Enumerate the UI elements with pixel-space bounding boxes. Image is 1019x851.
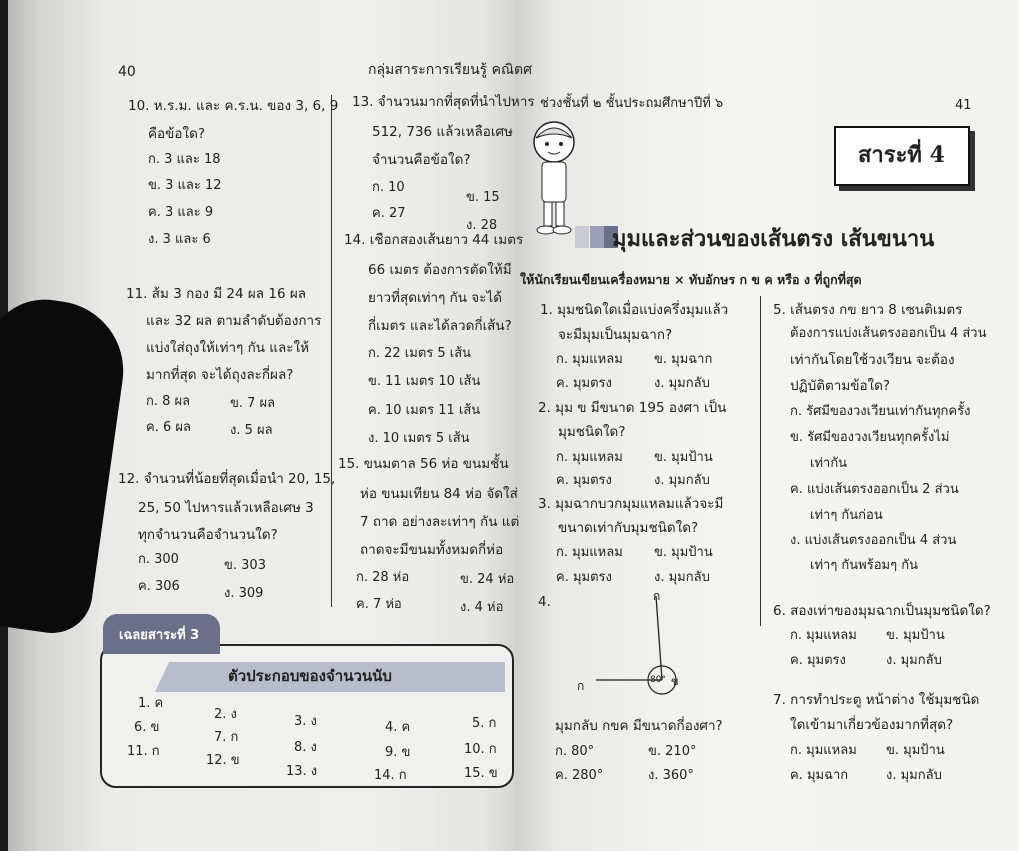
question-stem: 6. สองเท่าของมุมฉากเป็นมุมชนิดใด? [773,603,991,619]
answer-item: 5. ก [472,716,497,731]
answer-item: 8. ง [294,740,317,755]
choice-d: ง. 4 ห่อ [460,600,504,615]
choice-a: ก. 300 [138,552,179,567]
answer-item: 12. ข [206,753,240,768]
choice-c: ค. 10 เมตร 11 เส้น [368,403,481,418]
choice-c: ค. มุมตรง [556,570,612,585]
choice-b: ข. 11 เมตร 10 เส้น [368,374,481,389]
question-stem: 7. การทำประตู หน้าต่าง ใช้มุมชนิด [773,692,980,708]
choice-c: ค. 3 และ 9 [148,205,214,220]
diagram-label-left: ก [577,679,585,693]
choice-a: ก. 10 [372,180,405,195]
diagram-label-top: ก [653,589,661,603]
choice-a: ก. มุมแหลม [790,628,857,643]
section-label-box [834,126,970,186]
choice-c: ค. มุมตรง [790,653,846,668]
question-stem: 12. จำนวนที่น้อยที่สุดเมื่อนำ 20, 15, [118,471,336,487]
question-stem: 10. ห.ร.ม. และ ค.ร.น. ของ 3, 6, 9 [128,98,339,114]
choice-b-cont: เท่ากัน [810,456,848,471]
cartoon-character-illustration [530,118,578,242]
question-stem: 1. มุมชนิดใดเมื่อแบ่งครึ่งมุมแล้ว [540,302,729,318]
decor-square [575,226,589,248]
choice-a: ก. มุมแหลม [556,545,623,560]
question-stem: 13. จำนวนมากที่สุดที่นำไปหาร [352,94,535,110]
answer-item: 10. ก [464,742,497,757]
column-divider-right [760,296,761,626]
question-stem: ต้องการแบ่งเส้นตรงออกเป็น 4 ส่วน [790,326,987,341]
question-stem: ห่อ ขนมเทียน 84 ห่อ จัดใส่ [360,486,518,502]
question-stem: ขนาดเท่ากับมุมชนิดใด? [558,520,699,536]
diagram-label-vertex: ข [671,675,679,688]
question-stem: 3. มุมฉากบวกมุมแหลมแล้วจะมี [538,496,724,512]
answer-key-heading: ตัวประกอบของจำนวนนับ [228,667,392,685]
choice-b: ข. 24 ห่อ [460,572,515,587]
choice-a: ก. 28 ห่อ [356,570,410,585]
answer-item: 6. ข [134,720,160,735]
question-stem: ใดเข้ามาเกี่ยวข้องมากที่สุด? [790,717,954,733]
choice-a: ก. มุมแหลม [790,743,857,758]
answer-key-tab-label: เฉลยสาระที่ 3 [119,628,200,643]
running-header-left: กลุ่มสาระการเรียนรู้ คณิตศ [368,62,532,78]
answer-item: 13. ง [286,764,318,779]
column-divider-left [331,95,332,607]
choice-b: ข. รัศมีของวงเวียนทุกครั้งไม่ [790,430,950,445]
choice-d: ง. 5 ผล [230,423,273,438]
choice-b: ข. 15 [466,190,500,205]
answer-item: 15. ข [464,766,498,781]
question-stem: ยาวที่สุดเท่าๆ กัน จะได้ [368,290,503,306]
choice-d: ง. 28 [466,218,498,233]
answer-item: 9. ข [385,745,411,760]
choice-d: ง. มุมกลับ [886,653,942,668]
question-stem: 7 ถาด อย่างละเท่าๆ กัน แต่ [360,514,520,530]
choice-c: ค. มุมตรง [556,376,612,391]
question-stem: คือข้อใด? [148,126,205,142]
diagram-angle-label: 80° [650,675,666,685]
choice-b: ข. 3 และ 12 [148,178,222,193]
question-stem: จำนวนคือข้อใด? [372,152,471,168]
question-number: 4. [538,594,551,610]
choice-b: ข. 303 [224,558,266,573]
choice-a: ก. มุมแหลม [556,352,623,367]
answer-item: 14. ก [374,768,407,783]
question-stem: มากที่สุด จะได้ถุงละกี่ผล? [146,367,294,383]
page-number-right: 41 [955,98,972,113]
choice-b: ข. 7 ผล [230,396,276,411]
question-stem: มุมกลับ กขค มีขนาดกี่องศา? [555,718,723,734]
section-label: สาระที่ 4 [858,142,945,168]
answer-item: 7. ก [214,730,239,745]
choice-d: ง. แบ่งเส้นตรงออกเป็น 4 ส่วน [790,533,957,548]
question-stem: และ 32 ผล ตามลำดับต้องการ [146,313,322,329]
choice-c: ค. มุมฉาก [790,768,849,783]
choice-d: ง. มุมกลับ [654,570,710,585]
choice-d: ง. มุมกลับ [654,376,710,391]
question-stem: กี่เมตร และได้ลวดกี่เส้น? [368,318,512,334]
choice-d: ง. มุมกลับ [654,473,710,488]
running-header-right: ช่วงชั้นที่ ๒ ชั้นประถมศึกษาปีที่ ๖ [540,96,724,111]
choice-b: ข. มุมป้าน [886,743,945,758]
chapter-title: มุมและส่วนของเส้นตรง เส้นขนาน [612,227,935,252]
choice-b: ข. มุมป้าน [654,450,713,465]
choice-c-cont: เท่าๆ กันก่อน [810,508,883,523]
decor-square [590,226,604,248]
choice-c: ค. 6 ผล [146,420,191,435]
instruction-text: ให้นักเรียนเขียนเครื่องหมาย × ทับอักษร ก ข ค หรือ ง ที่ถูกที่สุด [520,272,862,287]
question-stem: 11. ส้ม 3 กอง มี 24 ผล 16 ผล [126,286,307,302]
answer-item: 11. ก [127,744,160,759]
answer-key-tab [103,614,220,654]
answer-item: 1. ค [138,696,164,711]
question-stem: ทุกจำนวนคือจำนวนใด? [138,527,278,543]
choice-a: ก. รัศมีของวงเวียนเท่ากันทุกครั้ง [790,404,971,419]
choice-a: ก. 80° [555,744,595,759]
question-stem: เท่ากันโดยใช้วงเวียน จะต้อง [790,352,955,368]
question-stem: 512, 736 แล้วเหลือเศษ [372,124,513,140]
choice-c: ค. แบ่งเส้นตรงออกเป็น 2 ส่วน [790,482,959,497]
question-stem: 14. เชือกสองเส้นยาว 44 เมตร [344,232,524,248]
page-number-left: 40 [118,64,136,80]
choice-d: ง. 309 [224,586,264,601]
choice-c: ค. 306 [138,579,180,594]
choice-d: ง. 360° [648,768,694,783]
choice-b: ข. มุมฉาก [654,352,713,367]
choice-c: ค. 280° [555,768,604,783]
question-stem: 15. ขนมตาล 56 ห่อ ขนมชั้น [338,456,509,472]
answer-item: 3. ง [294,714,317,729]
question-stem: 66 เมตร ต้องการตัดให้มี [368,262,512,278]
choice-d: ง. 3 และ 6 [148,232,211,247]
answer-item: 4. ค [385,720,411,735]
choice-a: ก. มุมแหลม [556,450,623,465]
question-stem: 2. มุม ข มีขนาด 195 องศา เป็น [538,400,727,416]
question-stem: 25, 50 ไปหารแล้วเหลือเศษ 3 [138,500,314,516]
choice-c: ค. มุมตรง [556,473,612,488]
question-stem: ถาดจะมีขนมทั้งหมดกี่ห่อ [360,542,504,558]
choice-c: ค. 7 ห่อ [356,597,402,612]
choice-b: ข. มุมป้าน [886,628,945,643]
choice-b: ข. มุมป้าน [654,545,713,560]
choice-a: ก. 22 เมตร 5 เส้น [368,346,472,361]
choice-d: ง. 10 เมตร 5 เส้น [368,431,470,446]
question-stem: 5. เส้นตรง กข ยาว 8 เซนติเมตร [773,302,963,318]
question-stem: ปฏิบัติตามข้อใด? [790,378,891,394]
choice-b: ข. 210° [648,744,697,759]
choice-d-cont: เท่าๆ กันพร้อมๆ กัน [810,558,918,573]
answer-item: 2. ง [214,707,237,722]
choice-c: ค. 27 [372,206,406,221]
choice-d: ง. มุมกลับ [886,768,942,783]
choice-a: ก. 8 ผล [146,394,191,409]
question-stem: จะมีมุมเป็นมุมฉาก? [558,327,673,343]
question-stem: แบ่งใส่ถุงให้เท่าๆ กัน และให้ [146,340,309,356]
question-stem: มุมชนิดใด? [558,424,626,440]
choice-a: ก. 3 และ 18 [148,152,221,167]
